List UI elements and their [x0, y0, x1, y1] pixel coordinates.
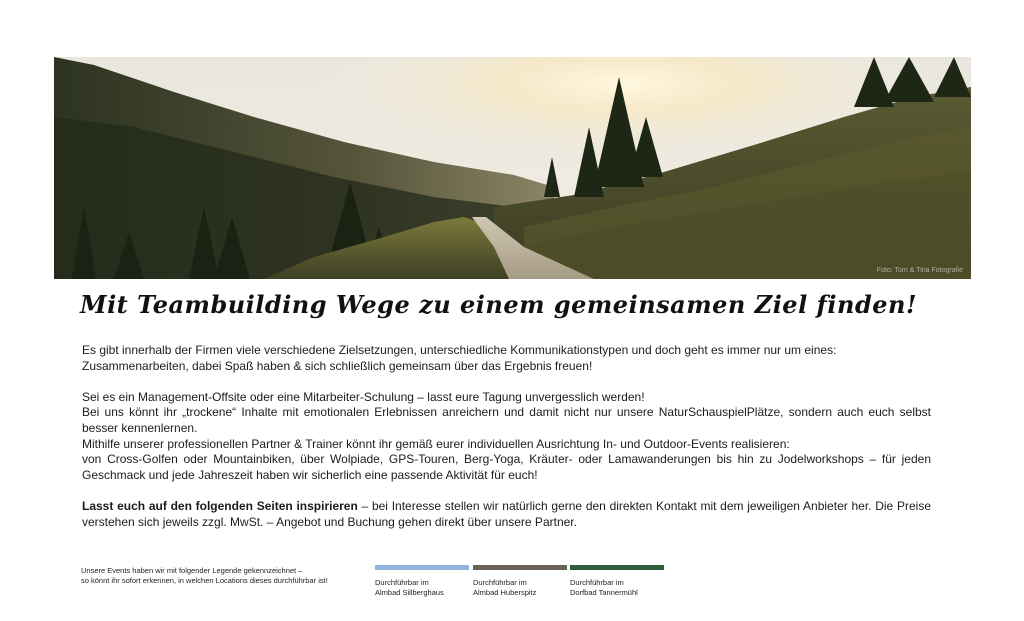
- inspiration-lead: Lasst euch auf den folgenden Seiten inspirieren: [82, 498, 358, 513]
- legend-label-huberspitz: [473, 578, 567, 598]
- legend-item-tannermuehl: [570, 565, 664, 598]
- legend-label-line-2: Almbad Sillberghaus: [375, 588, 444, 597]
- legend-label-tannermuehl: [570, 578, 664, 598]
- photo-credit: Foto: Tom & Tina Fotografie: [876, 267, 963, 274]
- mountain-landscape-illustration: [54, 57, 971, 279]
- legend-note-line-1: Unsere Events haben wir mit folgender Legende gekennzeichnet –: [81, 566, 303, 575]
- events-line-4: von Cross-Golfen oder Mountainbiken, über Wolpiade, GPS-Touren, Berg-Yoga, Kräuter- oder Lamawanderungen bis hin zu Jodelworkshops – für jeden Geschmack und jede Jahreszeit haben wir sicherlich eine passende Aktivität für euch!: [82, 452, 931, 482]
- legend-swatch-huberspitz: [473, 565, 567, 570]
- legend-label-line-2: Dorfbad Tannermühl: [570, 588, 638, 597]
- paragraph-intro: Es gibt innerhalb der Firmen viele verschiedene Zielsetzungen, unterschiedliche Kommunikationstypen und doch geht es immer nur um eines: Zusammenarbeiten, dabei Spaß haben & sich schließlich gemeinsam über das Ergebnis freuen!: [82, 343, 837, 373]
- events-line-1: Sei es ein Management-Offsite oder eine Mitarbeiter-Schulung – lasst eure Tagung unvergesslich werden!: [82, 389, 645, 404]
- legend-label-line-1: Durchführbar im: [375, 578, 429, 587]
- legend-item-huberspitz: [473, 565, 567, 598]
- paragraph-inspiration: [82, 499, 931, 530]
- inspiration-rest: – bei Interesse stellen wir natürlich gerne den direkten Kontakt mit dem jeweiligen Anbieter her. Die Preise verstehen sich jeweils zzgl. MwSt. – Angebot und Buchung gehen direkt über unsere Partner.: [82, 498, 931, 529]
- hero-image: [54, 57, 971, 279]
- paragraph-events: [82, 390, 931, 484]
- events-line-2: Bei uns könnt ihr „trockene“ Inhalte mit emotionalen Erlebnissen anreichern und damit nicht nur unsere NaturSchauspielPlätze, sondern auch euch selbst besser kennenlernen.: [82, 405, 931, 435]
- events-line-3: Mithilfe unserer professionellen Partner & Trainer könnt ihr gemäß eurer individuellen Ausrichtung In- und Outdoor-Events realisieren:: [82, 436, 790, 451]
- legend-note-line-2: so könnt ihr sofort erkennen, in welchen Locations dieses durchführbar ist!: [81, 576, 328, 585]
- legend-item-sillberghaus: [375, 565, 469, 598]
- legend-label-line-1: Durchführbar im: [473, 578, 527, 587]
- legend-note: [81, 566, 371, 586]
- legend-swatch-sillberghaus: [375, 565, 469, 570]
- page-title: Mit Teambuilding Wege zu einem gemeinsamen Ziel finden!: [80, 290, 917, 319]
- legend-label-line-2: Almbad Huberspitz: [473, 588, 537, 597]
- legend-label-line-1: Durchführbar im: [570, 578, 624, 587]
- intro-text: [82, 343, 931, 546]
- legend-swatch-tannermuehl: [570, 565, 664, 570]
- legend-label-sillberghaus: [375, 578, 469, 598]
